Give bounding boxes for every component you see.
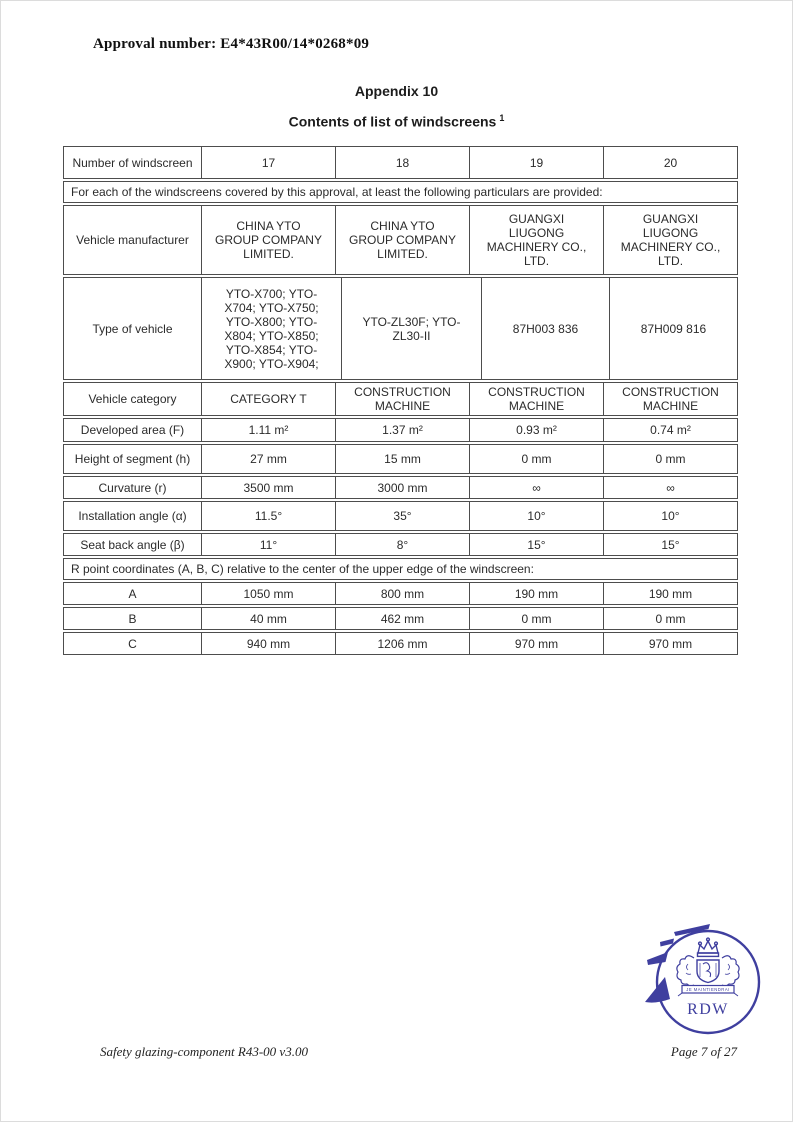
column-header: 18 [335, 147, 469, 178]
table-cell: 190 mm [603, 583, 737, 604]
table-cell: ∞ [469, 477, 603, 498]
table-cell: 40 mm [201, 608, 335, 629]
table-cell: 87H009 816 [609, 278, 737, 379]
subtitle-text: Contents of list of windscreens [288, 113, 497, 130]
document-subtitle [0, 113, 793, 130]
table-cell: 0.74 m² [603, 419, 737, 441]
table-cell: 800 mm [335, 583, 469, 604]
table-row [63, 582, 738, 605]
row-label: Number of windscreen [72, 155, 193, 170]
row-label: Seat back angle (β) [80, 537, 185, 552]
table-cell: 3000 mm [335, 477, 469, 498]
row-label: Curvature (r) [98, 480, 167, 495]
table-cell: 0 mm [603, 445, 737, 473]
table-header-row [63, 146, 738, 179]
table-cell: CONSTRUCTION MACHINE [469, 383, 603, 415]
logo-motto: JE MAINTIENDRAI [686, 987, 730, 992]
table-cell: 87H003 836 [481, 278, 609, 379]
table-cell: 970 mm [469, 633, 603, 654]
row-label: Vehicle category [88, 392, 177, 406]
table-row [63, 205, 738, 275]
table-cell: 940 mm [201, 633, 335, 654]
table-row [63, 444, 738, 474]
table-cell: 1.11 m² [201, 419, 335, 441]
table-row [63, 382, 738, 416]
footer-page-number: Page 7 of 27 [670, 1044, 737, 1059]
table-cell: CONSTRUCTION MACHINE [603, 383, 737, 415]
footer-document-version: Safety glazing-component R43-00 v3.00 [100, 1044, 308, 1059]
table-cell: 3500 mm [201, 477, 335, 498]
table-cell: 10° [603, 502, 737, 530]
table-cell: GUANGXI LIUGONG MACHINERY CO., LTD. [603, 206, 737, 274]
table-cell: 15° [469, 534, 603, 555]
table-row [63, 501, 738, 531]
table-row [63, 533, 738, 556]
table-row [63, 632, 738, 655]
row-label: Type of vehicle [92, 321, 173, 336]
table-row [63, 277, 738, 380]
row-label: B [128, 611, 137, 626]
table-row [63, 418, 738, 442]
table-cell: CATEGORY T [201, 383, 335, 415]
table-cell: 1206 mm [335, 633, 469, 654]
table-cell: 0 mm [603, 608, 737, 629]
table-cell: 462 mm [335, 608, 469, 629]
column-header: 17 [201, 147, 335, 178]
rdw-logo [644, 920, 762, 1038]
table-cell: GUANGXI LIUGONG MACHINERY CO., LTD. [469, 206, 603, 274]
table-cell: 190 mm [469, 583, 603, 604]
table-cell: CHINA YTO GROUP COMPANY LIMITED. [335, 206, 469, 274]
approval-number: Approval number: E4*43R00/14*0268*09 [93, 36, 370, 52]
intro-note: For each of the windscreens covered by this approval, at least the following particulars are provided: [71, 185, 603, 199]
table-cell: 970 mm [603, 633, 737, 654]
table-cell: 27 mm [201, 445, 335, 473]
row-label: A [128, 586, 137, 601]
table-cell: 8° [335, 534, 469, 555]
row-label: Height of segment (h) [74, 452, 191, 466]
table-cell: 10° [469, 502, 603, 530]
table-cell: 1.37 m² [335, 419, 469, 441]
r-point-note: R point coordinates (A, B, C) relative to the center of the upper edge of the windscreen: [71, 562, 534, 576]
row-label: Developed area (F) [80, 423, 185, 437]
column-header: 19 [469, 147, 603, 178]
row-label: Vehicle manufacturer [76, 233, 189, 247]
table-cell: ∞ [603, 477, 737, 498]
table-cell: CONSTRUCTION MACHINE [335, 383, 469, 415]
table-cell: 0 mm [469, 608, 603, 629]
table-row [63, 558, 738, 580]
logo-name: RDW [687, 1001, 729, 1018]
table-cell: 15° [603, 534, 737, 555]
table-cell: 0 mm [469, 445, 603, 473]
footnote-marker: 1 [499, 113, 505, 123]
windscreen-table [63, 146, 738, 657]
table-cell: 0.93 m² [469, 419, 603, 441]
rdw-emblem-icon [644, 920, 762, 1038]
table-row [63, 181, 738, 203]
table-cell: CHINA YTO GROUP COMPANY LIMITED. [201, 206, 335, 274]
table-cell: 35° [335, 502, 469, 530]
table-cell: YTO-X700; YTO-X704; YTO-X750; YTO-X800; YTO-X804; YTO-X850; YTO-X854; YTO-X900; YTO-X904; [201, 278, 341, 379]
table-cell: YTO-ZL30F; YTO-ZL30-II [341, 278, 481, 379]
appendix-title: Appendix 10 [354, 83, 439, 99]
row-label: Installation angle (α) [78, 509, 187, 523]
table-row [63, 476, 738, 499]
column-header: 20 [603, 147, 737, 178]
table-cell: 11.5° [201, 502, 335, 530]
row-label: C [128, 636, 137, 651]
table-row [63, 607, 738, 630]
table-cell: 11° [201, 534, 335, 555]
table-cell: 15 mm [335, 445, 469, 473]
table-cell: 1050 mm [201, 583, 335, 604]
